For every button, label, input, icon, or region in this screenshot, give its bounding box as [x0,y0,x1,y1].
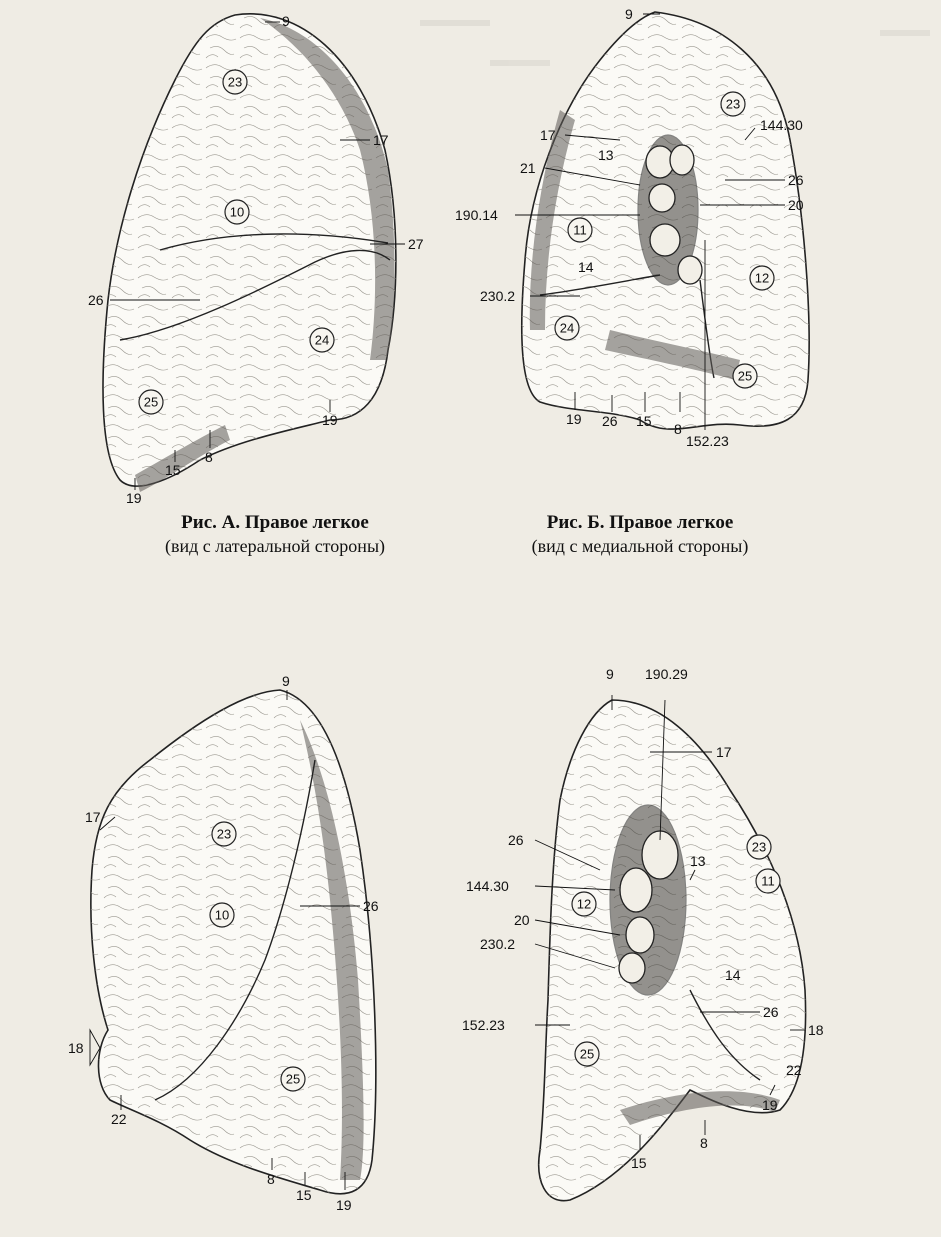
segment-c-25-text: 25 [285,1071,301,1087]
label-c-8: 8 [267,1171,275,1187]
label-d-144: 144.30 [466,878,509,894]
label-c-9: 9 [282,673,290,689]
segment-c-23-text: 23 [216,826,232,842]
label-d-26a: 26 [508,832,524,848]
label-a-19a: 19 [322,412,338,428]
label-b-21: 21 [520,160,536,176]
label-d-9: 9 [606,666,614,682]
label-b-20: 20 [788,197,804,213]
figure-a-lung [103,14,396,492]
label-d-17: 17 [716,744,732,760]
label-a-9: 9 [282,13,290,29]
label-b-26b: 26 [602,413,618,429]
figure-b-lung [522,12,809,429]
label-d-18: 18 [808,1022,824,1038]
segment-b-11-text: 11 [573,222,587,238]
segment-b-24-text: 24 [559,320,575,336]
label-a-8: 8 [205,449,213,465]
label-b-13: 13 [598,147,614,163]
segment-d-23-text: 23 [751,839,767,855]
segment-b-23-text: 23 [725,96,741,112]
label-d-15: 15 [631,1155,647,1171]
label-c-26: 26 [363,898,379,914]
label-d-22: 22 [786,1062,802,1078]
label-b-15: 15 [636,413,652,429]
label-c-15: 15 [296,1187,312,1203]
figure-d-lung [539,700,806,1201]
label-b-190: 190.14 [455,207,498,223]
label-a-19b: 19 [126,490,142,506]
figure-a-caption [110,512,440,557]
label-c-18: 18 [68,1040,84,1056]
label-d-152: 152.23 [462,1017,505,1033]
label-d-190: 190.29 [645,666,688,682]
segment-b-12-text: 12 [754,270,770,286]
label-d-8: 8 [700,1135,708,1151]
label-c-22: 22 [111,1111,127,1127]
label-a-17: 17 [373,132,389,148]
label-d-14: 14 [725,967,741,983]
segment-b-25-text: 25 [737,368,753,384]
label-a-26: 26 [88,292,104,308]
label-d-19: 19 [762,1097,778,1113]
label-b-144: 144.30 [760,117,803,133]
label-b-19: 19 [566,411,582,427]
segment-d-12-text: 12 [576,896,592,912]
figure-b-caption [470,512,810,557]
label-a-15: 15 [165,462,181,478]
label-c-17: 17 [85,809,101,825]
segment-d-25-text: 25 [579,1046,595,1062]
label-b-152: 152.23 [686,433,729,449]
label-a-27: 27 [408,236,424,252]
label-b-14: 14 [578,259,594,275]
segment-a-10-text: 10 [229,204,245,220]
label-b-8: 8 [674,421,682,437]
label-b-26a: 26 [788,172,804,188]
label-d-230: 230.2 [480,936,516,952]
segment-a-23-text: 23 [227,74,243,90]
segment-a-24-text: 24 [314,332,330,348]
label-d-20: 20 [514,912,530,928]
figure-a-caption-title: Рис. А. Правое легкое [181,512,369,533]
label-c-19: 19 [336,1197,352,1213]
segment-d-11-text: 11 [761,873,775,889]
figure-a-caption-subtitle: (вид с латеральной стороны) [164,536,386,556]
figure-b-caption-subtitle: (вид с медиальной стороны) [531,536,749,556]
figure-b-caption-title: Рис. Б. Правое легкое [546,512,734,533]
label-b-230: 230.2 [480,288,516,304]
label-d-13: 13 [690,853,706,869]
label-b-17: 17 [540,127,556,143]
figure-c-lung [91,690,376,1194]
label-b-9: 9 [625,6,633,22]
segment-a-25-text: 25 [143,394,159,410]
segment-c-10-text: 10 [214,907,230,923]
label-d-26b: 26 [763,1004,779,1020]
